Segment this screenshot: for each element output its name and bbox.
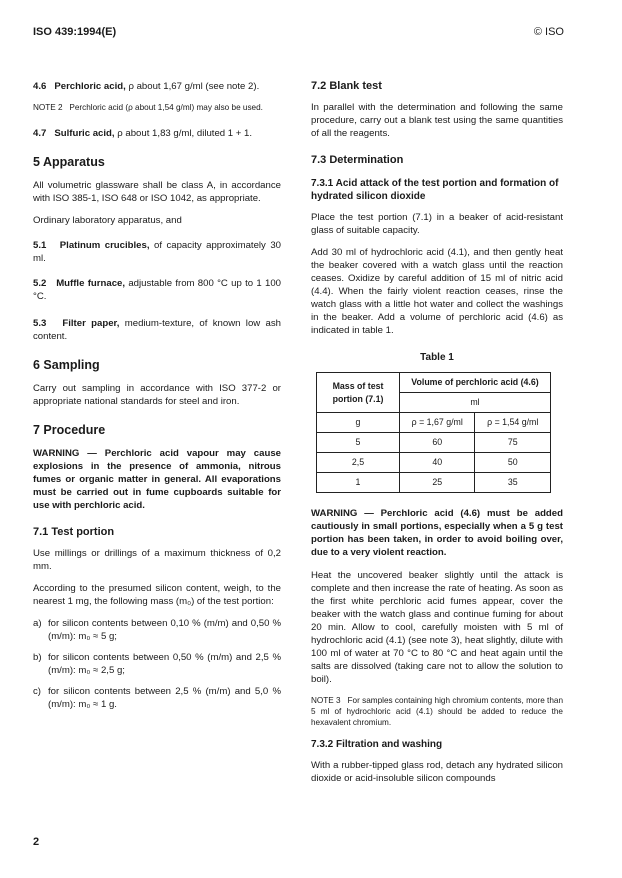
standard-number: ISO 439:1994(E) — [33, 26, 117, 38]
clause-number: 5.3 — [33, 318, 47, 329]
density-subheader-1: ρ = 1,67 g/ml — [400, 413, 475, 433]
filtration-paragraph: With a rubber-tipped glass rod, detach any hydrated silicon dioxide or acid-insoluble silicon compounds — [311, 760, 563, 784]
copyright-mark: © ISO — [533, 26, 564, 38]
clause-number: 5.2 — [33, 278, 47, 289]
test-portion-paragraph: Use millings or drillings of a maximum thickness of 0,2 mm. — [33, 548, 281, 572]
list-item — [33, 651, 281, 677]
perchloric-acid-table — [316, 372, 551, 493]
clause-text: of capacity approximately 30 ml. — [33, 240, 281, 264]
table-cell-volume-1: 25 — [400, 473, 475, 493]
clause-number: 4.7 — [33, 128, 47, 139]
clause-text: medium-texture, of known low ash content. — [33, 318, 282, 342]
table-cell-volume-2: 35 — [475, 473, 551, 493]
mass-unit: g — [317, 413, 400, 433]
determination-paragraph: Add 30 ml of hydrochloric acid (4.1), and then gently heat the beaker covered with a watch glass until the reaction ceases. Oxidize by careful addition of 15 ml of nitric acid (4.4). When the fairly violent reaction ceases, rinse the watch glass with a little hot water and collect the washings in the beaker. Add a volume of perchloric acid (4.6) as indicated in table 1. — [311, 247, 563, 336]
section-6-heading: 6 Sampling — [33, 358, 100, 372]
clause-4-7 — [33, 127, 281, 140]
right-column — [311, 80, 563, 794]
list-label: b) — [33, 652, 42, 663]
clause-5-1 — [33, 239, 281, 265]
subsection-7-1-heading: 7.1 Test portion — [33, 526, 115, 538]
table-header-volume — [400, 373, 551, 393]
clause-text: adjustable from 800 °C up to 1 100 °C. — [33, 278, 281, 302]
blank-test-paragraph: In parallel with the determination and following the same procedure, carry out a blank test using the same quantities of all the reagents. — [311, 102, 563, 139]
list-item — [33, 617, 281, 643]
list-label: c) — [33, 686, 41, 697]
subsection-7-3-2-heading: 7.3.2 Filtration and washing — [311, 739, 443, 750]
clause-5-2 — [33, 277, 281, 303]
test-portion-paragraph: According to the presumed silicon content, weigh, to the nearest 1 mg, the following mass (m₀) of the test portion: — [33, 583, 281, 607]
warning-perchloric-vapour: WARNING — Perchloric acid vapour may cause explosions in the presence of ammonia, nitrous fumes or organic matter in general. All evaporations must be carried out in fume cupboards suitable for use with perchloric acid. — [33, 448, 281, 511]
table-cell-volume-2: 50 — [475, 453, 551, 473]
subsection-7-3-1-heading: 7.3.1 Acid attack of the test portion and formation of hydrated silicon dioxide — [311, 178, 559, 202]
volume-unit: ml — [400, 393, 551, 413]
table-title: Table 1 — [420, 352, 454, 363]
apparatus-paragraph: Ordinary laboratory apparatus, and — [33, 215, 182, 226]
warning-perchloric-addition: WARNING — Perchloric acid (4.6) must be added cautiously in small portions, especially when a 5 g test portion has been taken, in order to avoid boiling over, due to a very violent reaction. — [311, 508, 563, 558]
clause-title: Platinum crucibles, — [59, 240, 150, 251]
apparatus-paragraph: All volumetric glassware shall be class A, in accordance with ISO 385-1, ISO 648 or ISO 1042, as appropriate. — [33, 180, 281, 204]
section-5-heading: 5 Apparatus — [33, 155, 105, 169]
table-row — [317, 433, 551, 453]
note-2 — [33, 102, 281, 113]
note-text: Perchloric acid (ρ about 1,54 g/ml) may also be used. — [69, 103, 263, 112]
page-number: 2 — [33, 836, 40, 848]
table-header-mass: Mass of test portion (7.1) — [317, 373, 400, 413]
clause-5-3 — [33, 317, 281, 343]
determination-paragraph: Heat the uncovered beaker slightly until the attack is complete and then increase the rate of heating. As soon as the first white perchloric acid fumes appear, cover the beaker with the watch glass and continue fuming for about 20 min. Allow to cool, carefully moisten with 5 ml of hydrochloric acid (4.1) (see note 3), heat slightly, dilute with 100 ml of water at 70 °C to 80 °C and heat again until the salts are dissolved (taking care not to allow the solution to boil). — [311, 570, 563, 685]
clause-title: Sulfuric acid, — [54, 128, 115, 139]
table-cell-mass: 2,5 — [317, 453, 400, 473]
table-cell-mass: 5 — [317, 433, 400, 453]
clause-4-6 — [33, 80, 281, 93]
table-cell-volume-1: 60 — [400, 433, 475, 453]
note-label: NOTE 3 — [311, 696, 341, 705]
clause-number: 5.1 — [33, 240, 47, 251]
table-cell-mass: 1 — [317, 473, 400, 493]
list-item — [33, 685, 281, 711]
subsection-7-3-heading: 7.3 Determination — [311, 154, 404, 166]
note-label: NOTE 2 — [33, 103, 63, 112]
list-text: for silicon contents between 0,50 % (m/m) and 2,5 % (m/m): m₀ ≈ 2,5 g; — [48, 652, 281, 676]
clause-text: ρ about 1,83 g/ml, diluted 1 + 1. — [117, 128, 253, 139]
density-subheader-2: ρ = 1,54 g/ml — [475, 413, 551, 433]
note-3 — [311, 695, 563, 728]
table-cell-volume-1: 40 — [400, 453, 475, 473]
section-7-heading: 7 Procedure — [33, 423, 106, 437]
clause-title: Muffle furnace, — [56, 278, 126, 289]
table-cell-volume-2: 75 — [475, 433, 551, 453]
clause-title: Filter paper, — [62, 318, 120, 329]
determination-paragraph: Place the test portion (7.1) in a beaker of acid-resistant glass of suitable capacity. — [311, 212, 563, 236]
clause-title: Perchloric acid, — [54, 81, 126, 92]
volume-header-text: Volume of perchloric acid (4.6) — [411, 377, 539, 387]
subsection-7-2-heading: 7.2 Blank test — [311, 80, 382, 92]
clause-number: 4.6 — [33, 81, 47, 92]
note-text: For samples containing high chromium contents, more than 5 ml of hydrochloric acid (4.1) should be added to reduce the hexavalent chromium. — [311, 696, 563, 727]
list-text: for silicon contents between 2,5 % (m/m) and 5,0 % (m/m): m₀ ≈ 1 g. — [48, 686, 281, 710]
table-row — [317, 453, 551, 473]
list-label: a) — [33, 618, 42, 629]
list-text: for silicon contents between 0,10 % (m/m) and 0,50 % (m/m): m₀ ≈ 5 g; — [48, 618, 281, 642]
left-column — [33, 80, 281, 719]
clause-text: ρ about 1,67 g/ml (see note 2). — [128, 81, 260, 92]
sampling-paragraph: Carry out sampling in accordance with ISO 377-2 or appropriate national standards for steel and iron. — [33, 383, 281, 407]
table-row — [317, 473, 551, 493]
